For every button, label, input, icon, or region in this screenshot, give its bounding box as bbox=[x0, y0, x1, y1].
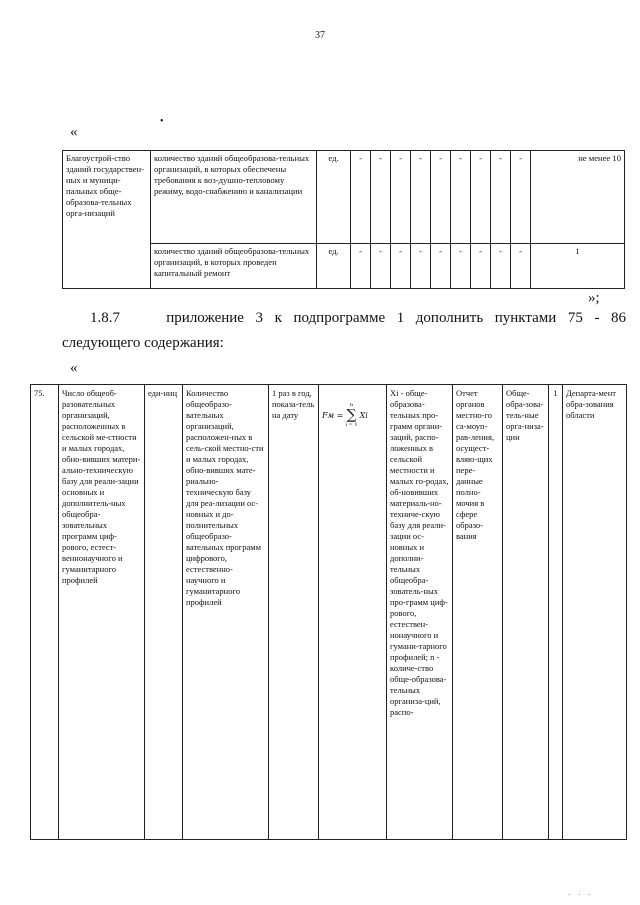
opening-quote: « bbox=[70, 124, 78, 140]
dash-cell: - bbox=[471, 151, 491, 244]
page-number: 37 bbox=[315, 30, 325, 41]
stray-dot: • bbox=[160, 116, 164, 127]
dash-cell: - bbox=[411, 244, 431, 289]
dash-cell: - bbox=[451, 151, 471, 244]
target-value-cell: 1 bbox=[531, 244, 625, 289]
period-cell: 1 раз в год, показа-тель на дату bbox=[269, 385, 319, 840]
dash-cell: - bbox=[371, 151, 391, 244]
indicators-table-2 bbox=[30, 384, 627, 840]
dash-cell: - bbox=[411, 151, 431, 244]
summation-icon: n ∑ i = 1 bbox=[345, 402, 358, 428]
corner-mark: · · · bbox=[568, 891, 594, 899]
indicators-table-1 bbox=[62, 150, 625, 289]
dash-cell: - bbox=[351, 151, 371, 244]
table-row bbox=[31, 385, 627, 840]
opening-quote: « bbox=[70, 360, 78, 376]
paragraph-continuation: следующего содержания: bbox=[62, 335, 224, 351]
table-row bbox=[63, 151, 625, 244]
department-cell: Департа-мент обра-зования области bbox=[563, 385, 627, 840]
dash-cell: - bbox=[391, 244, 411, 289]
dash-cell: - bbox=[351, 244, 371, 289]
dash-cell: - bbox=[491, 244, 511, 289]
formula-lhs: Fм = bbox=[322, 410, 344, 420]
row-number-cell: 75. bbox=[31, 385, 59, 840]
dash-cell: - bbox=[511, 151, 531, 244]
indicator-cell: количество зданий общеобразова-тельных организаций, в которых обеспечены требования к воз-душно-тепловому режиму, водо-снабжению и канализации bbox=[151, 151, 317, 244]
closing-quote: »; bbox=[588, 290, 600, 306]
dash-cell: - bbox=[391, 151, 411, 244]
paragraph-text: приложение 3 к подпрограмме 1 дополнить пунктами 75 - 86 bbox=[166, 310, 626, 326]
formula-cell bbox=[319, 385, 387, 840]
formula-term: Xi bbox=[359, 410, 368, 420]
sum-formula bbox=[322, 388, 383, 428]
unit-cell: еди-ниц bbox=[145, 385, 183, 840]
dash-cell: - bbox=[431, 151, 451, 244]
dash-cell: - bbox=[511, 244, 531, 289]
amendment-paragraph bbox=[90, 310, 626, 327]
formula-upper-limit: n bbox=[349, 402, 354, 408]
responsible-cell: Обще-обра-зова-тель-ные орга-низа-ции bbox=[503, 385, 549, 840]
dash-cell: - bbox=[431, 244, 451, 289]
paragraph-number: 1.8.7 bbox=[90, 310, 120, 326]
level-cell: 1 bbox=[549, 385, 563, 840]
unit-cell: ед. bbox=[317, 151, 351, 244]
unit-cell: ед. bbox=[317, 244, 351, 289]
dash-cell: - bbox=[371, 244, 391, 289]
section-name-cell: Благоустрой-ство зданий государствен-ных и муници-пальных обще-образова-тельных орга-низаций bbox=[63, 151, 151, 289]
formula-lower-limit: i = 1 bbox=[345, 422, 358, 428]
variables-cell: Xi - обще-образова-тельных про-грамм органи-заций, распо-ложенных в сельской местности и малых го-родах, об-новивших материаль-но-техниче-скую базу для реали-зации ос-новных и дополни-тельных общеобра-зователь-ных про-грамм циф-рового, естествен-нонаучного и гумани-тарного профилей; n - количе-ство обще-образова-тельных организа-ций, распо- bbox=[387, 385, 453, 840]
indicator-name-cell: Число общеоб-разовательных организаций, расположенных в сельской ме-стности и малых городах, обно-вивших матери-ально-техническую базу для реали-зации основных и дополнитель-ных общеобра-зовательных программ циф-рового, естест-веннонаучного и гуманитарного профилей bbox=[59, 385, 145, 840]
dash-cell: - bbox=[471, 244, 491, 289]
target-value-cell: не менее 10 bbox=[531, 151, 625, 244]
source-cell: Отчет органов местно-го са-моуп-рав-ления, осущест-вляю-щих пере-данные полно-мочия в сфере образо-вания bbox=[453, 385, 503, 840]
dash-cell: - bbox=[491, 151, 511, 244]
dash-cell: - bbox=[451, 244, 471, 289]
definition-cell: Количество общеобразо-вательных организаций, расположен-ных в сель-ской местно-сти и малых городах, обно-вивших мате-риально-техническую базу для реа-лизации ос-новных и до-полнительных общеобразо-вательных программ цифрового, естественно-научного и гуманитарного профилей bbox=[183, 385, 269, 840]
indicator-cell: количество зданий общеобразова-тельных организаций, в которых проведен капитальный ремонт bbox=[151, 244, 317, 289]
